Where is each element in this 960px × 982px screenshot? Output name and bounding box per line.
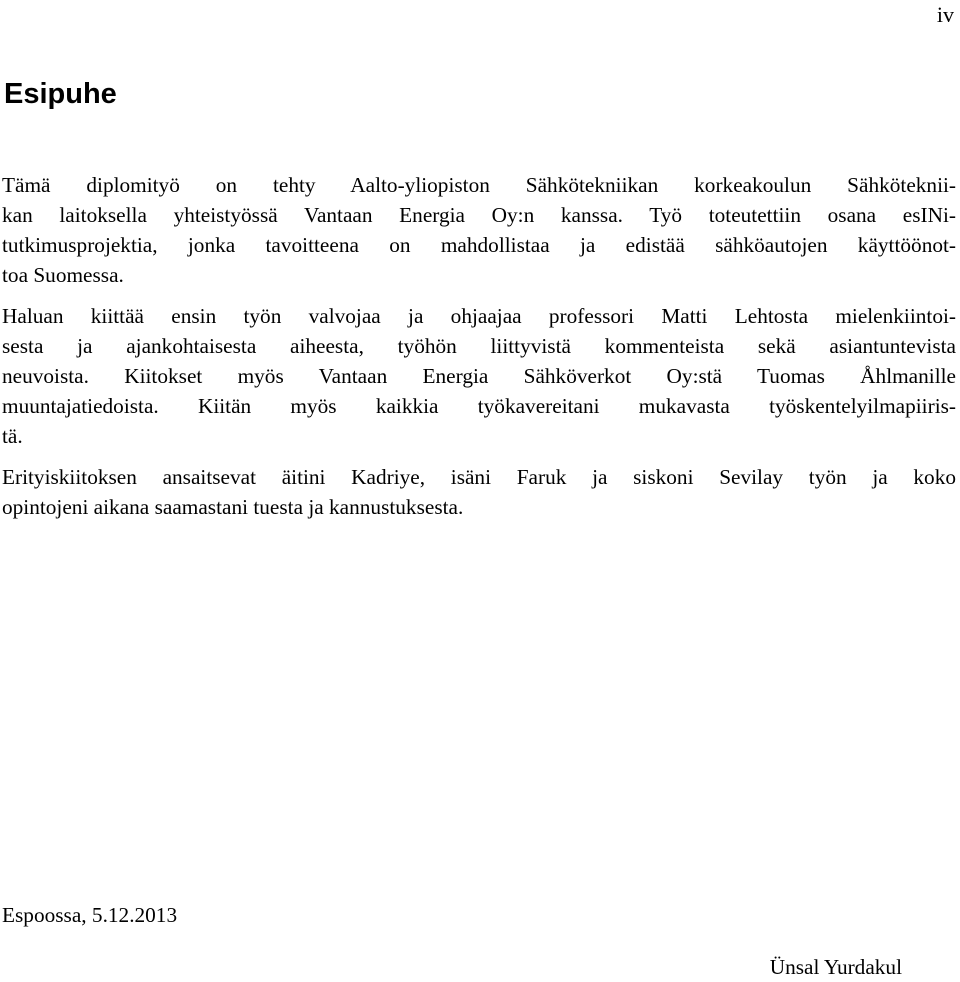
text-line: sesta ja ajankohtaisesta aiheesta, työhön liittyvistä kommenteista sekä asiantuntevista: [2, 334, 956, 358]
text-line: muuntajatiedoista. Kiitän myös kaikkia työkavereitani mukavasta työskentelyilmapiiris-: [2, 394, 956, 418]
page-number: iv: [936, 2, 954, 27]
paragraph-thanks: [2, 301, 956, 451]
text-line: kan laitoksella yhteistyössä Vantaan Energia Oy:n kanssa. Työ toteutettiin osana esINi-: [2, 203, 956, 227]
page-heading: Esipuhe: [4, 78, 117, 110]
text-line: Erityiskiitoksen ansaitsevat äitini Kadriye, isäni Faruk ja siskoni Sevilay työn ja koko: [2, 465, 956, 489]
place-and-date: Espoossa, 5.12.2013: [2, 903, 178, 927]
author-signature: Ünsal Yurdakul: [769, 955, 902, 979]
paragraph-family-thanks: [2, 462, 956, 522]
text-line: opintojeni aikana saamastani tuesta ja kannustuksesta.: [2, 495, 464, 519]
text-line: toa Suomessa.: [2, 263, 124, 287]
text-line: Tämä diplomityö on tehty Aalto-yliopiston Sähkötekniikan korkeakoulun Sähköteknii-: [2, 173, 956, 197]
text-line: tutkimusprojektia, jonka tavoitteena on mahdollistaa ja edistää sähköautojen käyttöönot-: [2, 233, 956, 257]
paragraph-intro: [2, 170, 956, 290]
text-line: tä.: [2, 424, 23, 448]
text-line: neuvoista. Kiitokset myös Vantaan Energia Sähköverkot Oy:stä Tuomas Åhlmanille: [2, 364, 956, 388]
preface-body: [2, 170, 956, 533]
text-line: Haluan kiittää ensin työn valvojaa ja ohjaajaa professori Matti Lehtosta mielenkiintoi-: [2, 304, 956, 328]
